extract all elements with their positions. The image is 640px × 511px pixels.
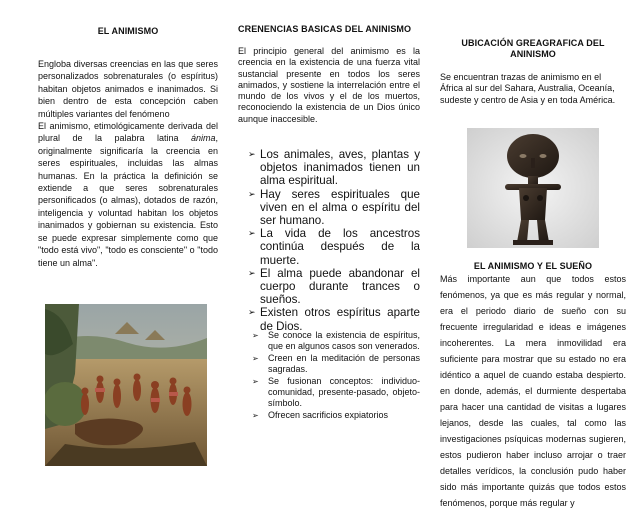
list-item: ➢ Se fusionan conceptos: individuo-comunidad, presente-pasado, objeto-símbolo.	[238, 376, 420, 410]
animismo-paragraph: Engloba diversas creencias en las que seres personalizados sobrenaturales (o espíritus) habitan objetos animados e inanimados. Si bien dentro de esta concepción caben múltiples variantes del fenómeno El animismo, etimológicamente derivada del plural de la palabra latina ánima, originalmente significaría la creencia en seres espirituales, incluidas las almas humanas. En la práctica la definición se extiende a que seres sobrenaturales personificados (o almas), dotados de razón, inteligencia y voluntad habitan los objetos inanimados y gobiernan su existencia. Esto se puede expresar simplemente como que "todo está vivo", "todo es consciente" o "todo tiene un alma".	[38, 59, 218, 268]
list-item: ➢ La vida de los ancestros continúa después de la muerte.	[238, 227, 420, 267]
section-title-creencias: CRENENCIAS BASICAS DEL ANINISMO	[238, 24, 412, 34]
creencias-intro: El principio general del animismo es la creencia en la existencia de una fuerza vital sustancial presente en todos los seres animados, y sostiene la interrelación entre el mundo de los vivos y el de los muertos, reconociendo la existencia de un Dios único aunque inaccesible.	[238, 46, 420, 124]
section-title-sueno: EL ANIMISMO Y EL SUEÑO	[473, 261, 593, 271]
list-item: ➢ Existen otros espíritus aparte de Dios.	[238, 306, 420, 332]
ubicacion-paragraph: Se encuentran trazas de animismo en el África al sur del Sahara, Australia, Oceanía, sudeste y centro de Asia y en toda América.	[440, 72, 616, 105]
african-statue-image	[467, 128, 599, 248]
list-item: ➢ Ofrecen sacrificios expiatorios	[238, 410, 420, 421]
list-item: ➢ Se conoce la existencia de espíritus, que en algunos casos son venerados.	[238, 330, 420, 353]
beliefs-list-large	[238, 148, 420, 333]
section-title-animismo: EL ANIMISMO	[97, 26, 159, 36]
list-item: ➢ El alma puede abandonar el cuerpo durante trances o sueños.	[238, 267, 420, 307]
list-item: ➢ Creen en la meditación de personas sagradas.	[238, 353, 420, 376]
beliefs-list-small	[238, 330, 420, 421]
village-illustration-image	[45, 304, 207, 466]
list-item: ➢ Los animales, aves, plantas y objetos inanimados tienen un alma espiritual.	[238, 148, 420, 188]
section-title-ubicacion: UBICACIÓN GREAGRAFICA DEL ANINISMO	[461, 38, 605, 59]
list-item: ➢ Hay seres espirituales que viven en el alma o espíritu del ser humano.	[238, 188, 420, 228]
sueno-paragraph: Más importante aun que todos estos fenómenos, ya que es más regular y normal, era el periodo diario de sueño con su frecuente irregularidad e ideas e imágenes incoherentes. La mera inmovilidad era suficiente para mostrar que su estado no era idéntico a aquel de cuando estaba despierto. en donde, además, el durmiente despertaba para hacer una cantidad de visitas a lugares lejanos, desde las cuales, tal como las investigaciones psíquicas modernas sugieren, estos pudieron haber incluso arrojar o traer detalles verídicos, la conclusión pudo haber sido más importante quizás que todos estos fenómenos, porque más regular y	[440, 274, 626, 508]
